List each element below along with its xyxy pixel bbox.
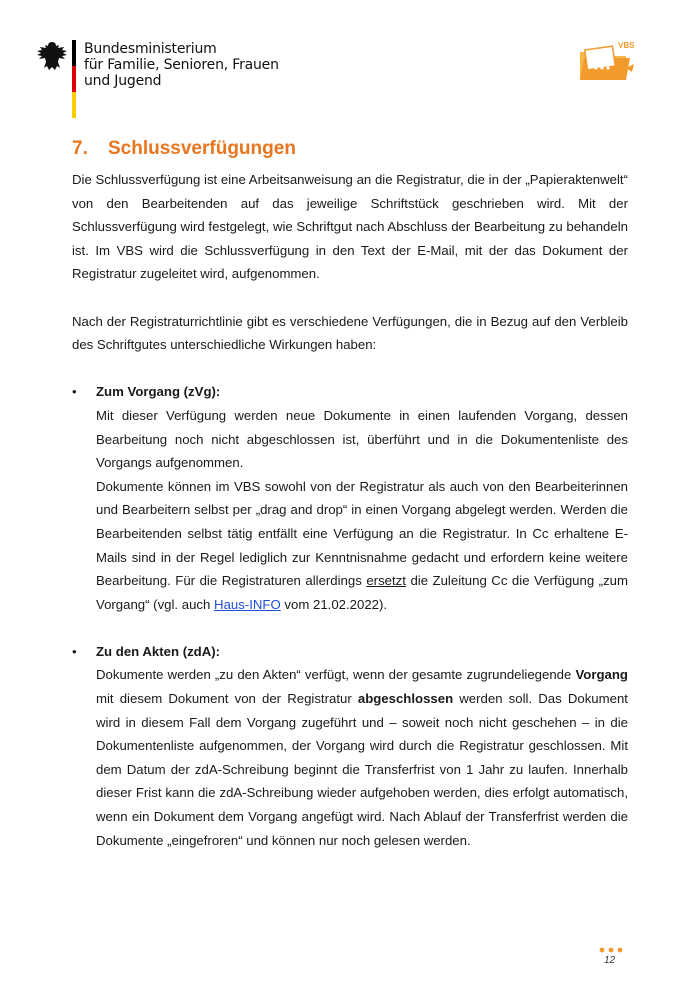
zvg-text-part-3: vom 21.02.2022). [284, 596, 388, 612]
vbs-logo-text: VBS [618, 41, 635, 50]
vbs-logo-icon [574, 38, 638, 88]
abgeschlossen-bold: abgeschlossen [357, 691, 454, 707]
paragraph-intro: Die Schlussverfügung ist eine Arbeitsanweisung an die Registratur, die in der „Papieraktenwelt“ von den Bearbeitenden auf das jeweilige Schriftstück geschrieben wird. Mit der Schlussverfügung wird festgelegt, wie Schriftgut nach Abschluss der Bearbeitung zu behandeln ist. Im VBS wird die Schlussverfügung in den Text der E-Mail, mit der das Dokument der Registratur zugeleitet wird, aufgenommen. [72, 172, 628, 282]
zvg-text-part-2: die Zuleitung Cc die Verfügung „zum Vorgang“ (vgl. auch [96, 573, 628, 612]
ministry-name [84, 41, 279, 89]
section-heading [72, 138, 296, 160]
page-header [0, 0, 700, 130]
list-item-zu-den-akten [72, 640, 628, 852]
paragraph-guideline: Nach der Registraturrichtlinie gibt es verschiedene Verfügungen, die in Bezug auf den Verbleib des Schriftgutes unterschiedliche Wirkungen haben: [72, 313, 628, 353]
page-body [72, 168, 628, 852]
zda-text-part-2: mit diesem Dokument von der Registratur [96, 691, 352, 707]
bullet-text-zvg-2 [96, 475, 628, 617]
german-flag-bar [72, 40, 76, 118]
ministry-line-3: und Jugend [84, 73, 162, 89]
haus-info-link[interactable]: Haus-INFO [214, 596, 281, 612]
bullet-marker: • [72, 643, 77, 659]
ministry-line-1: Bundesministerium [84, 41, 217, 57]
bullet-title-zvg: Zum Vorgang (zVg): [96, 384, 221, 400]
bullet-title-zda: Zu den Akten (zdA): [96, 643, 221, 659]
list-item-zum-vorgang [72, 380, 628, 616]
page-number: 12 [604, 955, 616, 966]
footer-dots-icon [598, 946, 624, 954]
zvg-text-part-1: Dokumente können im VBS sowohl von der Registratur als auch von den Bearbeiterinnen und Bearbeitern selbst per „drag and drop“ in einen Vorgang abgelegt werden. Werden die Bearbeitenden selbst tätig entfällt eine Verfügung an die Registratur. In Cc erhaltene E-Mails sind in der Regel lediglich zur Kenntnisnahme gedacht und erfordern keine weitere Bearbeitung. Für die Registraturen allerdings [96, 478, 628, 589]
zda-text-part-3: werden soll. Das Dokument wird in diesem Fall dem Vorgang zugeführt und – soweit noch nicht geschehen – in die Dokumentenliste aufgenommen, der Vorgang wird durch die Registratur geschlossen. Mit dem Datum der zdA-Schreibung beginnt die Transferfrist von 1 Jahr zu laufen. Innerhalb dieser Frist kann die zdA-Schreibung wieder aufgehoben werden, dies erfolgt automatisch, wenn ein Dokument dem Vorgang angefügt wird. Nach Ablauf der Transferfrist werden die Dokumente „eingefroren“ und können nur noch gelesen werden. [96, 691, 628, 848]
vorgang-bold: Vorgang [575, 667, 628, 683]
ersetzt-underlined: ersetzt [366, 573, 406, 589]
bullet-text-zda [96, 663, 628, 852]
section-number: 7. [72, 138, 88, 159]
federal-eagle-icon [36, 40, 68, 74]
bullet-marker: • [72, 384, 77, 400]
zda-text-part-1: Dokumente werden „zu den Akten“ verfügt, wenn der gesamte zugrundeliegende [96, 667, 572, 683]
ministry-line-2: für Familie, Senioren, Frauen [84, 57, 279, 73]
bullet-text-zvg-1: Mit dieser Verfügung werden neue Dokumente in einen laufenden Vorgang, dessen Bearbeitung noch nicht abgeschlossen ist, überführt und in die Dokumentenliste des Vorgangs aufgenommen. [96, 407, 628, 471]
section-title: Schlussverfügungen [108, 138, 296, 159]
